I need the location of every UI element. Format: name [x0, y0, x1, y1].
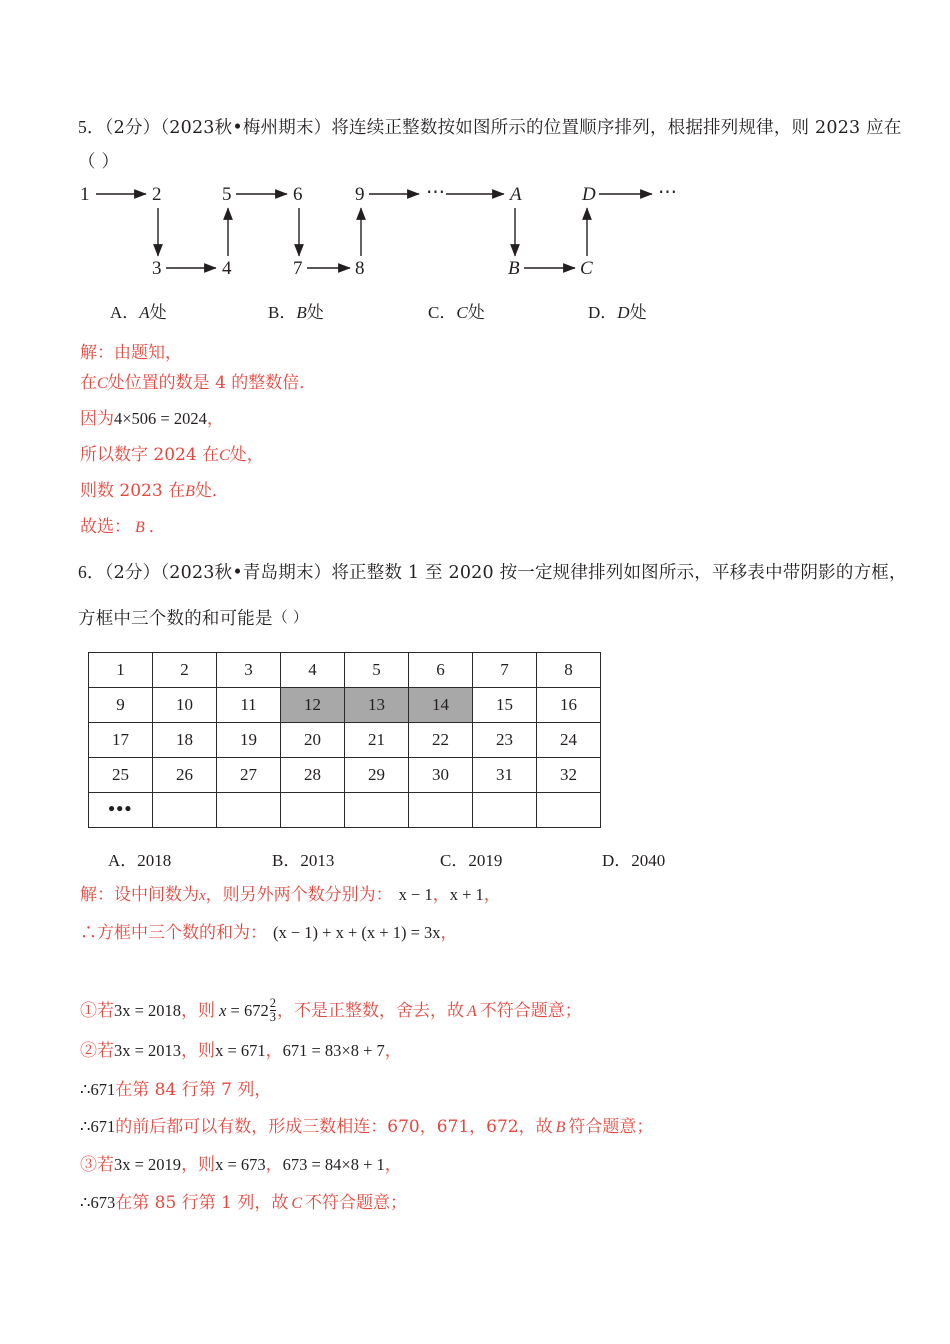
diagram-label-9: 9: [355, 184, 365, 205]
solution-formula: 3x = 2019: [114, 1155, 182, 1174]
table-row: [89, 723, 601, 758]
option-variable: C: [456, 303, 468, 322]
diagram-label-3: 3: [152, 258, 162, 279]
table-cell: 20: [281, 723, 345, 758]
solution-variable: B: [555, 1119, 566, 1136]
table-cell: 29: [345, 758, 409, 793]
table-cell: 16: [537, 688, 601, 723]
solution-text: 则数 2023 在: [80, 481, 186, 501]
question5-solution-line-6: [80, 512, 166, 543]
table-cell: [217, 793, 281, 828]
table-cell: [409, 793, 473, 828]
question5-stem-text: 将连续正整数按如图所示的位置顺序排列，根据排列规律，则 2023 应在: [331, 118, 902, 138]
table-cell: 31: [473, 758, 537, 793]
question6-stem-line1: [78, 555, 907, 590]
solution-text: 故选：: [80, 517, 131, 537]
option-key: A．: [108, 851, 138, 870]
diagram-label-B: B: [508, 258, 520, 279]
table-cell: 15: [473, 688, 537, 723]
option-value: 2019: [468, 851, 503, 870]
diagram-label-A: A: [510, 184, 522, 205]
table-row: [89, 758, 601, 793]
question5-stem-line1: [78, 110, 902, 145]
solution-text: ，则: [181, 1001, 216, 1021]
solution-text: 在: [80, 373, 97, 393]
solution-marker: ②: [80, 1041, 97, 1061]
solution-variable: C: [97, 375, 108, 392]
table-cell: [537, 793, 601, 828]
option-variable: A: [139, 303, 150, 322]
solution-text: 的前后都可以有数，形成三数相连：670，671，672，故: [115, 1117, 553, 1137]
table-cell: [153, 793, 217, 828]
question6-solution-line-1: [80, 880, 501, 911]
solution-text: ，: [440, 923, 458, 943]
solution-variable: x: [199, 888, 206, 904]
diagram-label-8: 8: [355, 258, 365, 279]
solution-text: 因为: [80, 409, 114, 429]
solution-answer: B: [135, 519, 145, 536]
option-key: B．: [272, 851, 301, 870]
question5-score: （2分）: [104, 118, 161, 138]
diagram-label-ellipsis-2: ⋯: [658, 182, 677, 203]
question5-number: 5．: [78, 117, 105, 137]
solution-formula: x = 671: [215, 1041, 266, 1060]
question6-option-C[interactable]: [440, 846, 502, 871]
option-value: 2040: [631, 851, 666, 870]
solution-variable: B: [185, 483, 195, 500]
question5-option-B[interactable]: [268, 298, 324, 323]
question6-option-D[interactable]: [602, 846, 665, 871]
table-cell: 3: [217, 653, 281, 688]
option-key: D．: [602, 851, 632, 870]
option-key: A．: [110, 303, 140, 322]
question5-solution-line-4: [80, 440, 264, 471]
question6-solution-line-2: [80, 918, 458, 948]
solution-text: ，: [206, 409, 224, 429]
solution-text: ，: [384, 1041, 402, 1061]
table-cell: [345, 793, 409, 828]
question6-solution-line-5: [80, 1075, 271, 1105]
solution-text: 不符合题意；: [305, 1193, 407, 1213]
table-row: [89, 653, 601, 688]
solution-formula: x = 673: [215, 1155, 266, 1174]
question6-number: 6．: [78, 562, 105, 582]
question6-stem-text: 将正整数 1 至 2020 按一定规律排列如图所示，平移表中带阴影的方框，: [331, 563, 907, 583]
question5-stem-line2: [78, 144, 119, 179]
solution-formula: ∴673: [80, 1193, 116, 1212]
table-cell: 28: [281, 758, 345, 793]
table-cell: 13: [345, 688, 409, 723]
option-value: 2013: [300, 851, 335, 870]
question5-solution-line-1: [80, 338, 182, 368]
solution-text: 所以数字 2024 在: [80, 445, 220, 465]
solution-text: ，: [265, 1155, 283, 1175]
solution-text: 若: [97, 1155, 114, 1175]
table-cell: [473, 793, 537, 828]
solution-formula: 3x = 2013: [114, 1041, 182, 1060]
question6-solution-line-4: [80, 1036, 402, 1066]
table-cell: 4: [281, 653, 345, 688]
table-cell: 22: [409, 723, 473, 758]
solution-text: ，: [384, 1155, 402, 1175]
solution-text: 处，: [229, 445, 264, 465]
diagram-label-5: 5: [222, 184, 232, 205]
solution-variable: C: [291, 1195, 302, 1212]
question6-score: （2分）: [104, 563, 161, 583]
solution-text: 解：由题知，: [80, 343, 182, 363]
option-key: D．: [588, 303, 618, 322]
diagram-label-1: 1: [80, 184, 90, 205]
table-cell: 10: [153, 688, 217, 723]
diagram-label-C: C: [580, 258, 593, 279]
question5-solution-line-2: [80, 368, 316, 399]
diagram-label-2: 2: [152, 184, 162, 205]
solution-text: ．: [148, 517, 166, 537]
solution-text: 在第 84 行第 7 列，: [115, 1080, 272, 1100]
solution-formula: x + 1: [449, 885, 484, 904]
question6-solution-line-7: [80, 1150, 402, 1180]
question6-solution-line-8: [80, 1188, 407, 1219]
question5-answer-blank: （ ）: [78, 152, 120, 172]
fraction-denominator: 3: [269, 1010, 276, 1025]
table-cell: [281, 793, 345, 828]
question6-stem-line2: [78, 600, 308, 636]
solution-text: 符合题意；: [568, 1117, 654, 1137]
table-row: [89, 688, 601, 723]
table-cell: 11: [217, 688, 281, 723]
solution-text: 若: [97, 1001, 114, 1021]
question6-number-table: [88, 652, 601, 828]
solution-formula: 673 = 84×8 + 1: [282, 1155, 385, 1174]
option-key: C．: [440, 851, 469, 870]
option-unit: 处: [467, 303, 485, 323]
table-cell-ellipsis: •••: [89, 793, 153, 828]
table-cell: 14: [409, 688, 473, 723]
solution-marker: ③: [80, 1155, 97, 1175]
solution-formula: ∴671: [80, 1080, 116, 1099]
table-cell: 27: [217, 758, 281, 793]
solution-formula: (x − 1) + x + (x + 1) = 3x: [273, 923, 441, 942]
question5-solution-line-3: [80, 404, 224, 434]
question5-option-D[interactable]: [588, 298, 647, 323]
solution-fraction-integer: 672: [243, 1001, 269, 1020]
option-unit: 处: [149, 303, 167, 323]
option-unit: 处: [629, 303, 647, 323]
question6-solution-line-3: ①若3x = 2018，则 x = 672 $\frac{2}{3}$ ，不是正整数，舍去，故 A 不符合题意；: [80, 996, 582, 1025]
solution-text: 若: [97, 1041, 114, 1061]
question6-solution-line-6: [80, 1112, 653, 1143]
question5-options: [0, 298, 950, 326]
solution-text: 在第 85 行第 1 列，故: [115, 1193, 289, 1213]
option-key: C．: [428, 303, 457, 322]
question5-source: （2023秋•梅州期末）: [160, 118, 332, 138]
solution-formula: x − 1: [398, 885, 433, 904]
table-cell: 9: [89, 688, 153, 723]
option-key: B．: [268, 303, 297, 322]
diagram-label-6: 6: [293, 184, 303, 205]
option-unit: 处: [306, 303, 324, 323]
solution-mixed-fraction: [270, 997, 276, 1024]
solution-text: ，: [432, 885, 450, 905]
solution-text: ，则: [181, 1041, 216, 1061]
question6-option-B[interactable]: [272, 846, 334, 871]
diagram-label-4: 4: [222, 258, 232, 279]
option-variable: D: [617, 303, 630, 322]
fraction-numerator: 2: [269, 996, 276, 1011]
table-cell: 24: [537, 723, 601, 758]
table-cell: 2: [153, 653, 217, 688]
solution-text: ，: [265, 1041, 283, 1061]
question5-option-C[interactable]: [428, 298, 485, 323]
question6-stem-text-2: 方框中三个数的和可能是: [78, 609, 273, 629]
diagram-label-D: D: [582, 184, 596, 205]
question6-option-A[interactable]: [108, 846, 171, 871]
question6-answer-blank: （ ）: [272, 608, 309, 626]
table-cell: 12: [281, 688, 345, 723]
solution-text: ，则另外两个数分别为：: [205, 885, 393, 905]
table-cell: 17: [89, 723, 153, 758]
solution-formula: 671 = 83×8 + 7: [282, 1041, 385, 1060]
solution-text: ，不是正整数，舍去，故: [276, 1001, 464, 1021]
question6-options: [0, 846, 950, 874]
solution-formula: 3x = 2018: [114, 1001, 182, 1020]
table-cell: 23: [473, 723, 537, 758]
table-cell: 5: [345, 653, 409, 688]
table-cell: 1: [89, 653, 153, 688]
table-cell: 21: [345, 723, 409, 758]
table-cell: 18: [153, 723, 217, 758]
solution-text: 处位置的数是 4 的整数倍．: [107, 373, 317, 393]
question5-option-A[interactable]: [110, 298, 167, 323]
option-value: 2018: [137, 851, 172, 870]
table-cell: 25: [89, 758, 153, 793]
table-cell: 26: [153, 758, 217, 793]
diagram-label-7: 7: [293, 258, 303, 279]
solution-text: 不符合题意；: [479, 1001, 582, 1021]
solution-variable: A: [466, 1003, 477, 1020]
table-cell: 30: [409, 758, 473, 793]
solution-variable: C: [219, 447, 230, 464]
question6-source: （2023秋•青岛期末）: [160, 563, 332, 583]
solution-text: 处．: [194, 481, 229, 501]
solution-formula: 4×506 = 2024: [114, 409, 207, 428]
table-cell: 32: [537, 758, 601, 793]
option-variable: B: [296, 303, 307, 322]
table-cell: 6: [409, 653, 473, 688]
solution-text: 解：设中间数为: [80, 885, 199, 905]
question5-solution-line-5: [80, 476, 229, 507]
question5-sequence-diagram: [78, 176, 698, 284]
solution-text: ∴方框中三个数的和为：: [80, 923, 267, 943]
table-cell: 19: [217, 723, 281, 758]
solution-formula: ∴671: [80, 1117, 116, 1136]
table-row: [89, 793, 601, 828]
diagram-label-ellipsis-1: ⋯: [426, 182, 445, 203]
solution-text: ，则: [181, 1155, 216, 1175]
solution-text: ，: [483, 885, 501, 905]
solution-marker: ①: [80, 1001, 97, 1021]
table-cell: 8: [537, 653, 601, 688]
table-cell: 7: [473, 653, 537, 688]
number-table-body: [89, 653, 601, 828]
